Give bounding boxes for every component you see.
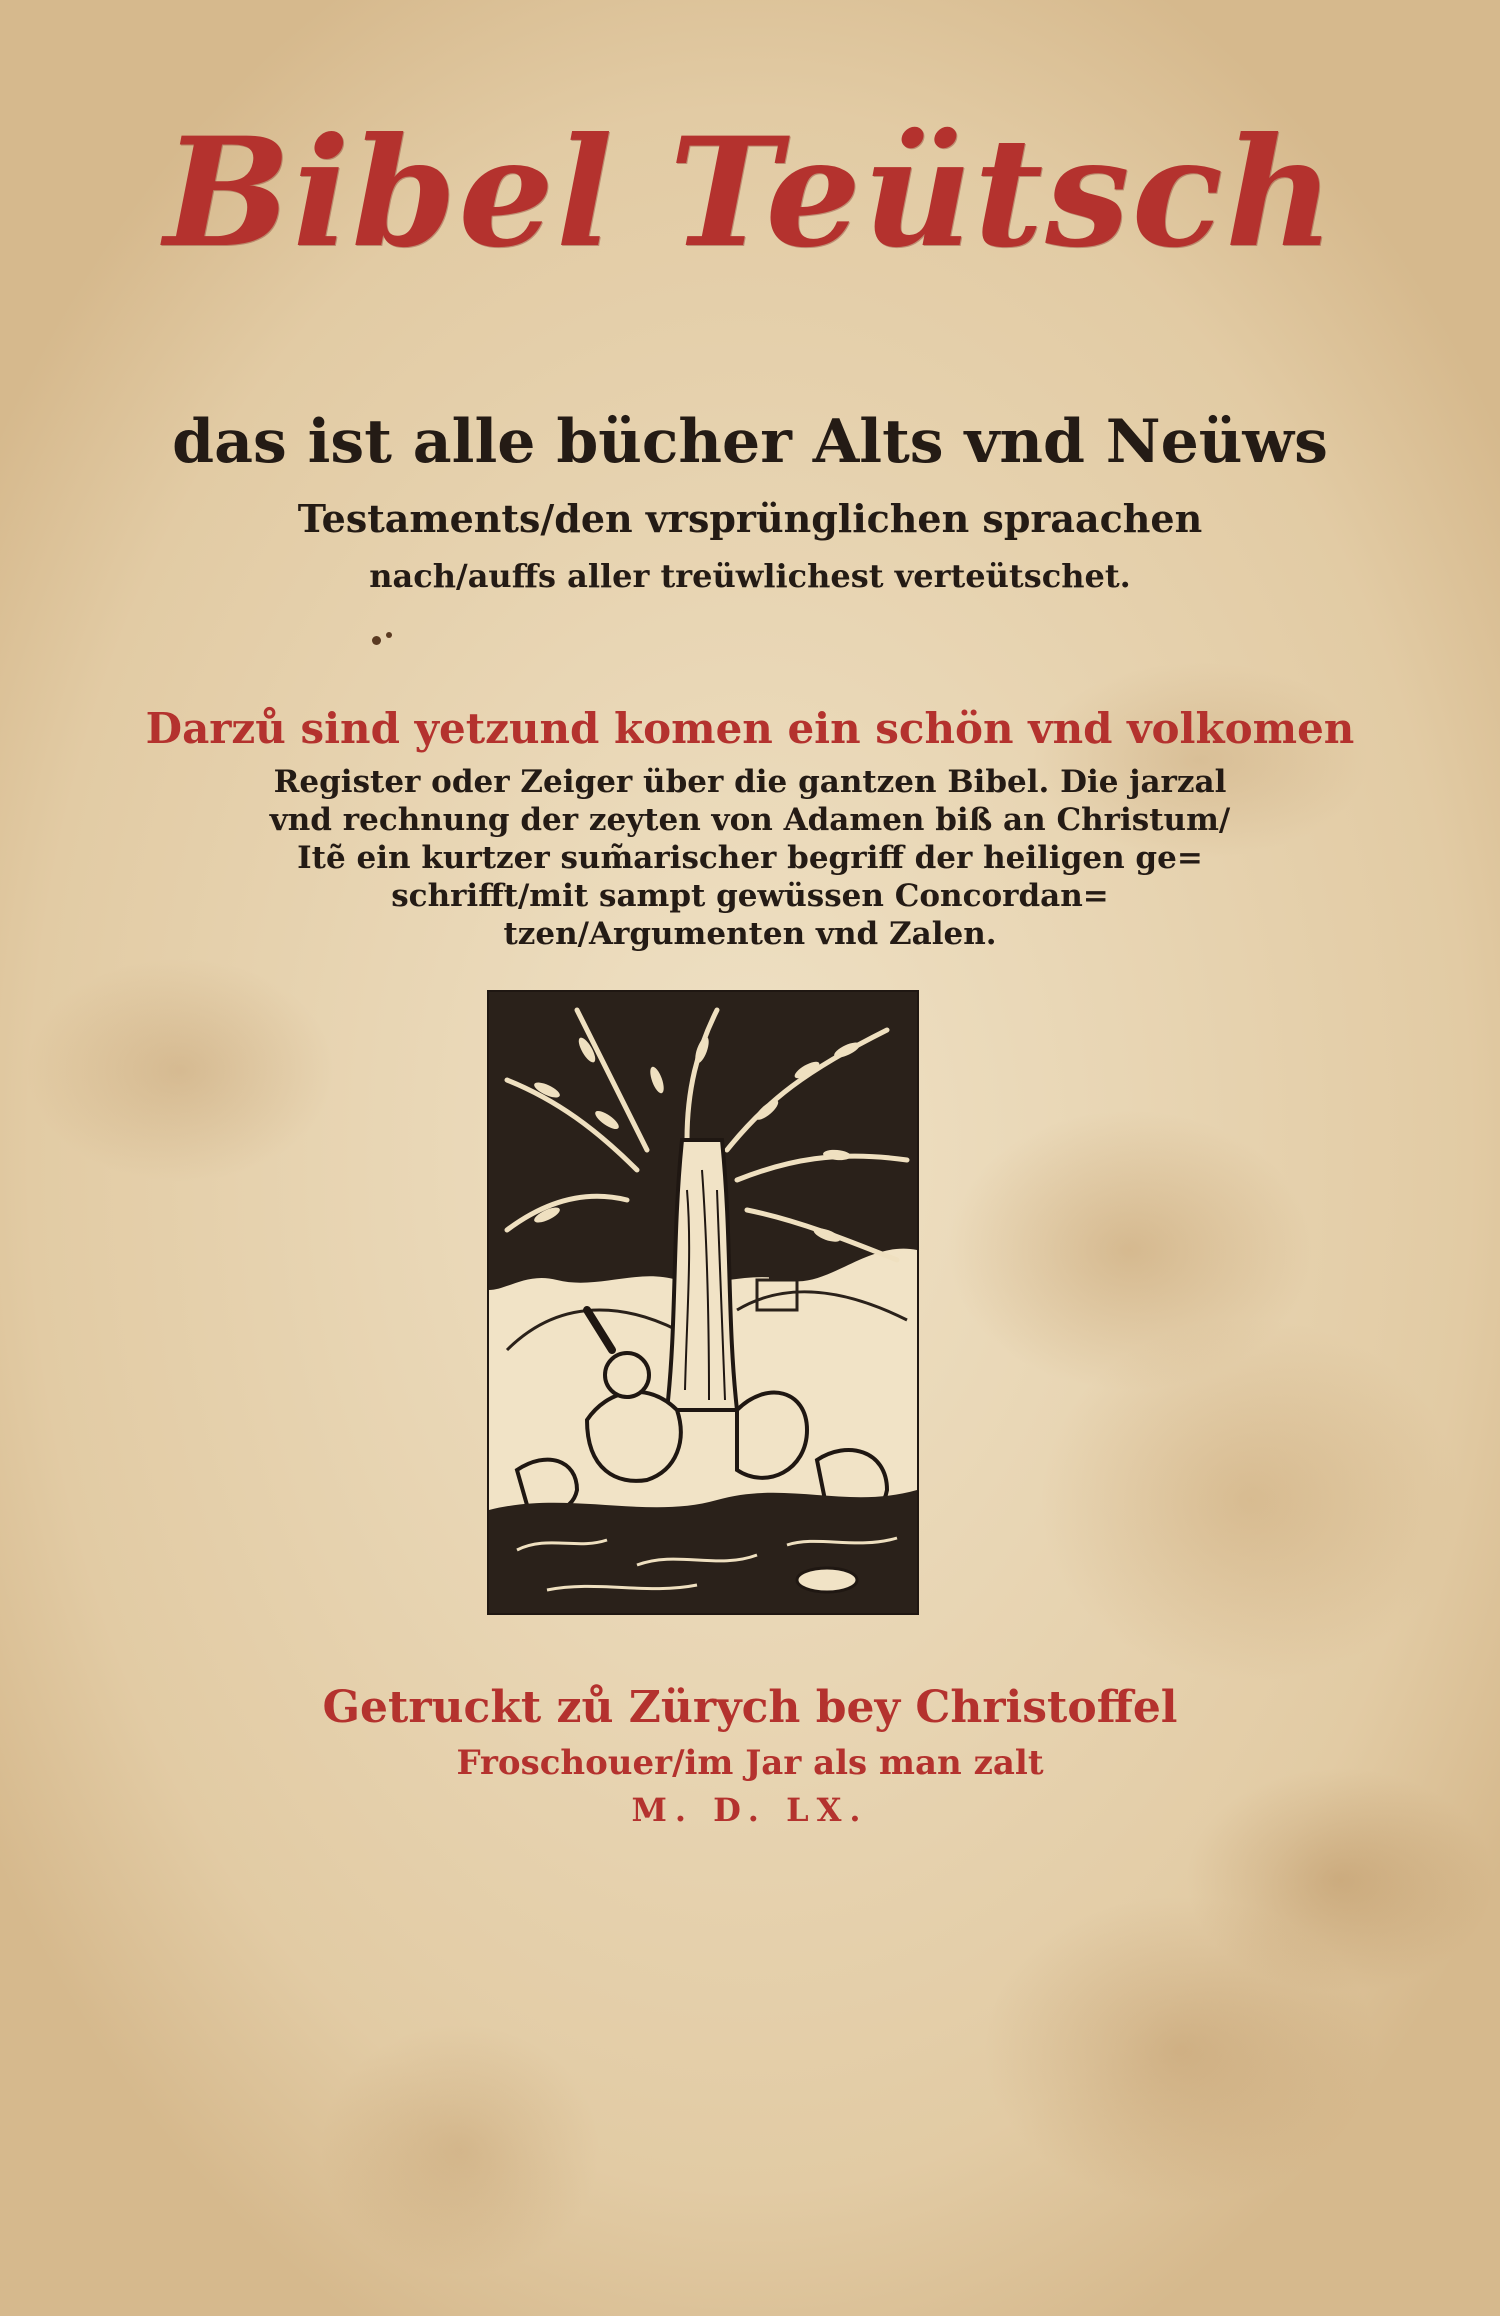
description-line: tzen/Argumenten vnd Zalen. — [503, 916, 997, 952]
ink-spot — [386, 632, 392, 638]
ink-spot — [372, 636, 381, 645]
addition-heading: Darzů sind yetzund komen ein schön vnd volkomen — [145, 704, 1355, 753]
imprint-year: M. D. LX. — [631, 1791, 869, 1829]
subtitle-line-3: nach/auffs aller treüwlichest verteütschet. — [369, 557, 1131, 595]
imprint-line-1: Getruckt zů Zürych bey Christoffel — [322, 1682, 1178, 1733]
book-title: Bibel Teütsch — [163, 105, 1337, 281]
description-line: vnd rechnung der zeyten von Adamen biß an Christum/ — [269, 802, 1231, 838]
description-line: Itẽ ein kurtzer sum̃arischer begriff der heiligen ge= — [297, 840, 1203, 876]
subtitle-line-2: Testaments/den vrsprünglichen spraachen — [297, 496, 1203, 541]
addition-description — [0, 763, 1500, 953]
subtitle-line-1: das ist alle bücher Alts vnd Neüws — [172, 407, 1328, 477]
woodcut-illustration — [487, 990, 919, 1615]
description-line: Register oder Zeiger über die gantzen Bibel. Die jarzal — [273, 764, 1227, 800]
imprint-line-2: Froschouer/im Jar als man zalt — [456, 1743, 1044, 1783]
description-line: schrifft/mit sampt gewüssen Concordan= — [391, 878, 1109, 914]
